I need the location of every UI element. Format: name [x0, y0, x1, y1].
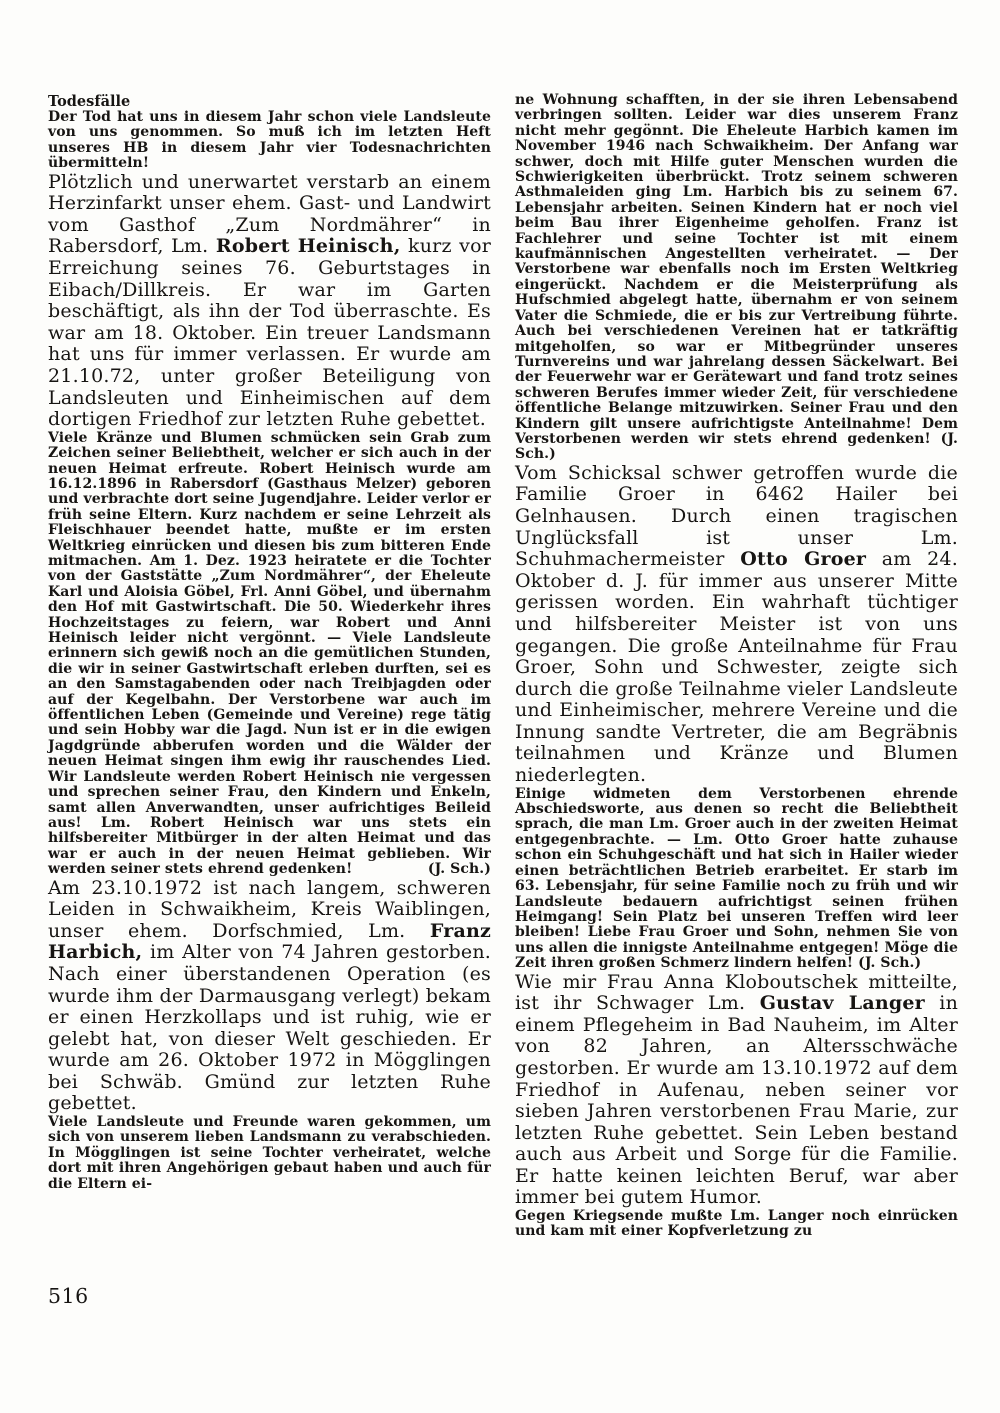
page-number: 516: [48, 1284, 89, 1308]
obituary-groer-lead: [515, 463, 958, 787]
obituary-groer-detail: [515, 787, 958, 972]
obituary-harbich-lead: [48, 878, 491, 1116]
text-run: im Alter von 74 Jahren gestorben. Nach einer überstandenen Operation (es wurde ihm der Darmausgang verlegt) bekam er einen Herzkollaps und ist ruhig, wie er gelebt hat, von dieser Welt geschieden. Er wurde am 26. Oktober 1972 in Mögglingen bei Schwäb. Gmünd zur letzten Ruhe gebettet.: [48, 941, 491, 1115]
section-heading: [48, 93, 491, 110]
text-run: Der Tod hat uns in diesem Jahr schon viele Landsleute von uns genommen. So muß ich im letzten Heft unseres HB in diesem Jahr vier Todesnachrichten übermitteln!: [48, 109, 491, 172]
person-name: Franz Harbich,: [48, 919, 491, 964]
obituary-langer-lead: [515, 972, 958, 1210]
obituary-heinisch-lead: [48, 172, 491, 431]
left-column: [48, 93, 491, 1192]
text-run: Einige widmeten dem Verstorbenen ehrende Abschiedsworte, aus denen so recht die Beliebtheit sprach, die man Lm. Groer auch in der zweiten Heimat entgegenbrachte. — Lm. Otto Groer hatte zuhause schon ein Schuhgeschäft und hat sich in Hailer wieder einen beträchtlichen Betrieb erarbeitet. Er starb im 63. Lebensjahr, für seine Familie noch zu früh und wir Landsleute bedauern aufrichtigst seinen frühen Heimgang! Sein Platz bei unseren Treffen wird leer bleiben! Liebe Frau Groer und Sohn, nehmen Sie von uns allen die innigste Anteilnahme entgegen! Möge die Zeit ihren großen Schmerz lindern helfen! (J. Sch.): [515, 785, 958, 972]
text-run: kurz vor Erreichung seines 76. Geburtstages in Eibach/Dillkreis. Er war im Garten beschäftigt, als ihn der Tod überraschte. Es war am 18. Oktober. Ein treuer Landsmann hat uns für immer verlassen. Er wurde am 21.10.72, unter großer Beteiligung von Landsleuten und Einheimischen auf dem dortigen Friedhof zur letzten Ruhe gebettet.: [48, 235, 491, 431]
text-run: Todesfälle: [48, 93, 131, 110]
text-run: in einem Pflegeheim in Bad Nauheim, im Alter von 82 Jahren, an Altersschwäche gestorben. Er wurde am 13.10.1972 auf dem Friedhof in Aufenau, neben seiner vor sieben Jahren verstorbenen Frau Marie, zur letzten Ruhe gebettet. Sein Leben bestand auch aus Arbeit und Sorge für die Familie. Er hatte keinen leichten Beruf, war aber immer bei gutem Humor.: [515, 992, 958, 1209]
text-run: Viele Landsleute und Freunde waren gekommen, um sich von unserem lieben Landsmann zu verabschieden. In Mögglingen ist seine Tochter verheiratet, welche dort mit ihren Angehörigen gebaut haben und auch für die Eltern ei-: [48, 1114, 491, 1192]
text-run: Vom Schicksal schwer getroffen wurde die Familie Groer in 6462 Hailer bei Gelnhausen. Durch einen tragischen Unglücksfall ist unser Lm. Schuhmachermeister: [515, 461, 958, 571]
person-name: Gustav Langer: [759, 992, 925, 1015]
text-run: Gegen Kriegsende mußte Lm. Langer noch einrücken und kam mit einer Kopfverletzung zu: [515, 1208, 958, 1240]
obituary-langer-detail: [515, 1209, 958, 1240]
text-run: ne Wohnung schafften, in der sie ihren Lebensabend verbringen sollten. Leider war dies unserem Franz nicht mehr gegönnt. Die Eheleute Harbich kamen im November 1946 nach Schwaikheim. Der Anfang war schwer, doch mit Hilfe guter Menschen wurden die Schwierigkeiten überbrückt. Trotz seinem schweren Asthmaleiden ging Lm. Harbich bis zu seinem 67. Lebensjahr arbeiten. Seinen Kindern hat er noch viel beim Bau ihrer Eigenheime geholfen. Franz ist Fachlehrer und seine Tochter ist mit einem kaufmännischen Angestellten verheiratet. — Der Verstorbene war ebenfalls noch im Ersten Weltkrieg eingerückt. Nachdem er die Meisterprüfung als Hufschmied abgelegt hatte, übernahm er von seinem Vater die Schmiede, die er bis zur Vertreibung führte. Auch bei verschiedenen Vereinen hat er tatkräftig mitgeholfen, so war er Mitbegründer unseres Turnvereins und war jahrelang dessen Säckelwart. Bei der Feuerwehr war er Gerätewart und fand trotz seines schweren Berufes immer wieder Zeit, für verschiedene öffentliche Belange mitzuwirken. Seiner Frau und den Kindern gilt unsere aufrichtigste Anteilnahme! Dem Verstorbenen werden wir stets ehrend gedenken! (J. Sch.): [515, 92, 958, 463]
intro-paragraph: [48, 110, 491, 172]
obituary-harbich-detail: [48, 1115, 491, 1192]
person-name: Robert Heinisch,: [215, 235, 401, 258]
text-run: Am 23.10.1972 ist nach langem, schweren Leiden in Schwaikheim, Kreis Waiblingen, unser ehem. Dorfschmied, Lm.: [48, 876, 491, 942]
author-initials: (J. Sch.): [427, 861, 491, 878]
text-run: Plötzlich und unerwartet verstarb an einem Herzinfarkt unser ehem. Gast- und Landwirt vom Gasthof „Zum Nordmährer“ in Rabersdorf, Lm.: [48, 170, 491, 258]
obituary-harbich-continuation: [515, 93, 958, 463]
text-run: Viele Kränze und Blumen schmücken sein Grab zum Zeichen seiner Beliebtheit, welcher er sich auch in der neuen Heimat erfreute. Robert Heinisch wurde am 16.12.1896 in Rabersdorf (Gasthaus Melzer) geboren und verbrachte dort seine Jugendjahre. Leider verlor er früh seine Eltern. Kurz nachdem er seine Lehrzeit als Fleischhauer beendet hatte, mußte er im ersten Weltkrieg einrücken und diesen bis zum bitteren Ende mitmachen. Am 1. Dez. 1923 heiratete er die Tochter von der Gaststätte „Zum Nordmährer“, der Eheleute Karl und Aloisia Göbel, Frl. Anni Göbel, und übernahm den Hof mit Gastwirtschaft. Die 50. Wiederkehr ihres Hochzeitstages zu feiern, war Robert und Anni Heinisch leider nicht vergönnt. — Viele Landsleute erinnern sich gewiß noch an die gemütlichen Stunden, die wir in seiner Gastwirtschaft erleben durften, sei es an den Samstagabenden oder nach Treibjagden oder auf der Kegelbahn. Der Verstorbene war auch im öffentlichen Leben (Gemeinde und Vereine) rege tätig und sein Hobby war die Jagd. Nun ist er in die ewigen Jagdgründe abberufen worden und die Wälder der neuen Heimat singen ihm ewig ihr rauschendes Lied. Wir Landsleute werden Robert Heinisch nie vergessen und sprechen seiner Frau, den Kindern und Enkeln, samt allen Anverwandten, unser aufrichtiges Beileid aus! Lm. Robert Heinisch war uns stets ein hilfsbereiter Mitbürger in der alten Heimat und das war er auch in der neuen Heimat geblieben. Wir werden seiner stets ehrend gedenken!: [48, 429, 491, 878]
obituary-heinisch-detail: [48, 431, 491, 878]
text-run: Wie mir Frau Anna Kloboutschek mitteilte, ist ihr Schwager Lm.: [515, 970, 958, 1015]
person-name: Otto Groer: [740, 548, 867, 571]
right-column: [515, 93, 958, 1240]
text-run: am 24. Oktober d. J. für immer aus unserer Mitte gerissen worden. Ein wahrhaft tüchtiger und hilfsbereiter Meister ist von uns gegangen. Die große Anteilnahme für Frau Groer, Sohn und Schwester, zeigte sich durch die große Teilnahme vieler Landsleute und Einheimischer, mehrere Vereine und die Innung sandte Vertreter, die am Begräbnis teilnahmen und Kränze und Blumen niederlegten.: [515, 548, 959, 787]
